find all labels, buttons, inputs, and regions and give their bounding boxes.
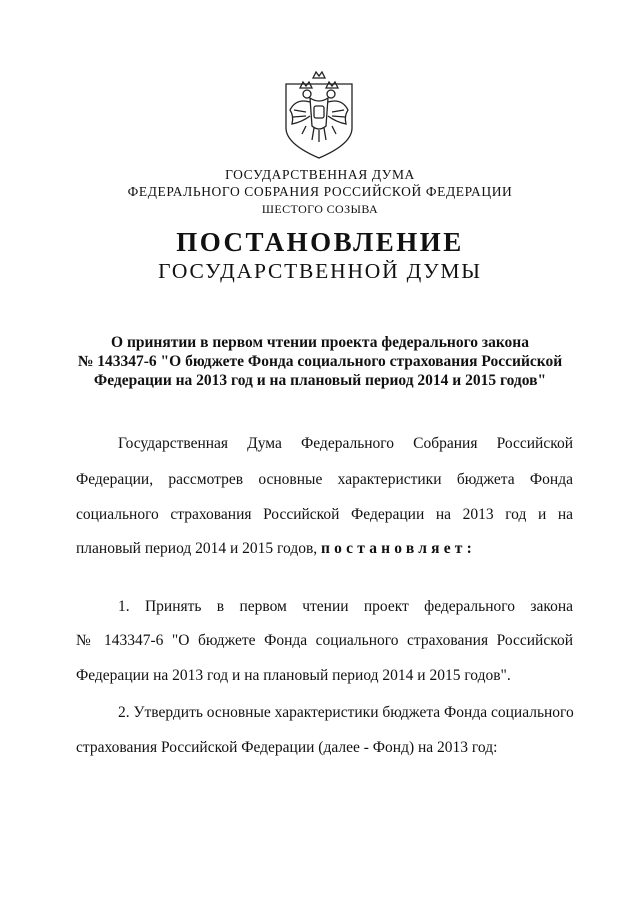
resolves-word: постановляет: <box>321 540 476 557</box>
document-subtype-heading: ГОСУДАРСТВЕННОЙ ДУМЫ <box>158 259 482 283</box>
item-1-line: № 143347-6 "О бюджете Фонда социального страхования Российской <box>76 632 573 649</box>
preamble-line: Государственная Дума Федерального Собрания Российской <box>118 435 573 452</box>
document-title-line: Федерации на 2013 год и на плановый период 2014 и 2015 годов" <box>93 372 547 389</box>
item-1-line: Федерации на 2013 год и на плановый период 2014 и 2015 годов". <box>76 667 511 684</box>
item-2-line: страхования Российской Федерации (далее - Фонд) на 2013 год: <box>76 739 498 756</box>
org-line-duma: ГОСУДАРСТВЕННАЯ ДУМА <box>225 167 415 182</box>
preamble-line-text: плановый период 2014 и 2015 годов, <box>76 540 318 557</box>
org-line-convocation: ШЕСТОГО СОЗЫВА <box>261 202 379 216</box>
document-title-line: № 143347-6 "О бюджете Фонда социального страхования Российской <box>77 353 563 370</box>
preamble-line: социального страхования Российской Федерации на 2013 год и на <box>76 506 573 523</box>
org-line-federal-assembly: ФЕДЕРАЛЬНОГО СОБРАНИЯ РОССИЙСКОЙ ФЕДЕРАЦИИ <box>127 184 513 199</box>
preamble-line: Федерации, рассмотрев основные характеристики бюджета Фонда <box>76 471 573 488</box>
russian-coat-of-arms-icon <box>276 70 362 162</box>
item-2-line: 2. Утвердить основные характеристики бюджета Фонда социального <box>118 704 574 721</box>
preamble-line <box>76 539 573 559</box>
item-1-line: 1. Принять в первом чтении проект федерального закона <box>118 598 573 615</box>
document-type-heading: ПОСТАНОВЛЕНИЕ <box>176 227 464 257</box>
document-title-line: О принятии в первом чтении проекта федерального закона <box>111 334 529 351</box>
